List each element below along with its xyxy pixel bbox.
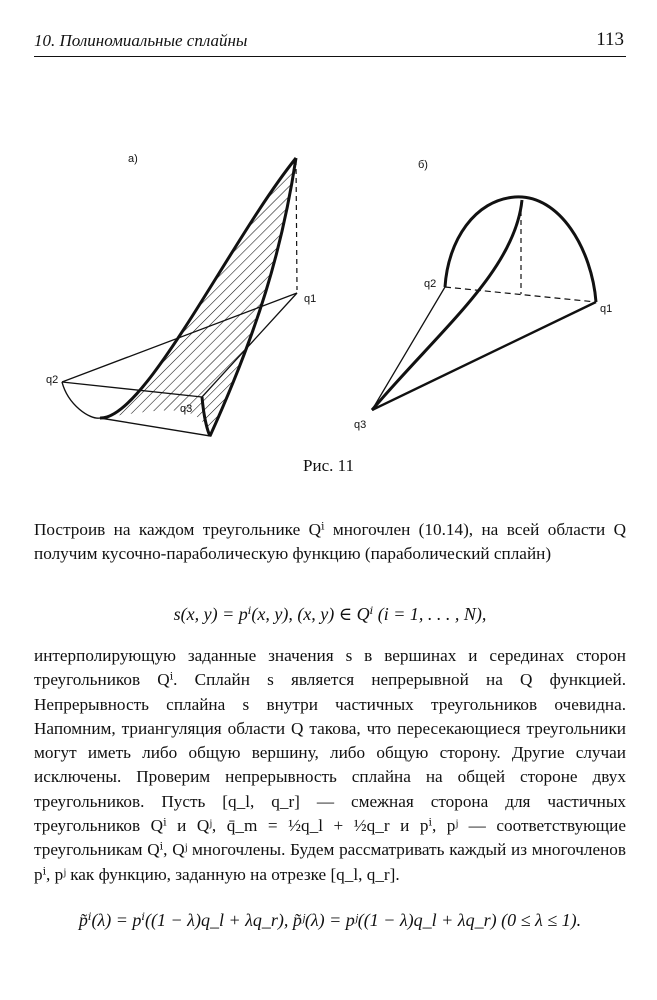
- panel-a-drawing: [46, 153, 316, 436]
- base-dashed-line: [445, 287, 596, 302]
- apex-curve: [372, 200, 522, 410]
- section-title: 10. Полиномиальные сплайны: [34, 31, 248, 50]
- panel-a-label: а): [128, 153, 138, 165]
- height-dashed-line: [296, 160, 297, 290]
- panel-b-label: б): [418, 159, 428, 171]
- b-q2-label: q2: [424, 278, 437, 290]
- a-q2-label: q2: [46, 374, 59, 386]
- page-number: 113: [596, 29, 624, 50]
- figure-11: [0, 140, 657, 450]
- b-q1-label: q1: [600, 303, 613, 315]
- equation-2: p̃ⁱ(λ) = pⁱ((1 − λ)q_l + λq_r), p̃ʲ(λ) = pʲ((1 − λ)q_l + λq_r) (0 ≤ λ ≤ 1).: [78, 910, 582, 930]
- edge-q1-q3: [372, 302, 596, 410]
- b-q3-label: q3: [354, 419, 367, 431]
- panel-b-drawing: [354, 159, 612, 431]
- running-head: [34, 26, 626, 57]
- paragraph-2: интерполирующую заданные значения s в вершинах и серединах сторон треугольников Qⁱ. Сплайн s является непрерывной на Q функцией. Непрерывность сплайна s внутри частичных треугольников очевидна. Напомним, триангуляция области Q такова, что пересекающиеся треугольники могут иметь либо общую вершину, либо общую сторону. Другие случаи исключены. Проверим непрерывность сплайна на общей стороне двух треугольников. Пусть [q_l, q_r] — смежная сторона для частичных треугольников Qⁱ и Qʲ, q̄_m = ½q_l + ½q_r и pⁱ, pʲ — соответствующие треугольникам Qⁱ, Qʲ многочлены. Будем рассматривать каждый из многочленов pⁱ, pʲ как функцию, заданную на отрезке [q_l, q_r].: [34, 646, 626, 884]
- figure-caption: Рис. 11: [303, 456, 354, 475]
- paragraph-1: Построив на каждом треугольнике Qⁱ многочлен (10.14), на всей области Q получим кусочно-параболическую функцию (параболический сплайн): [34, 520, 626, 564]
- equation-1: s(x, y) = pⁱ(x, y), (x, y) ∈ Qⁱ (i = 1, . . . , N),: [173, 604, 487, 624]
- a-q1-label: q1: [304, 293, 317, 305]
- a-q3-label: q3: [180, 403, 193, 415]
